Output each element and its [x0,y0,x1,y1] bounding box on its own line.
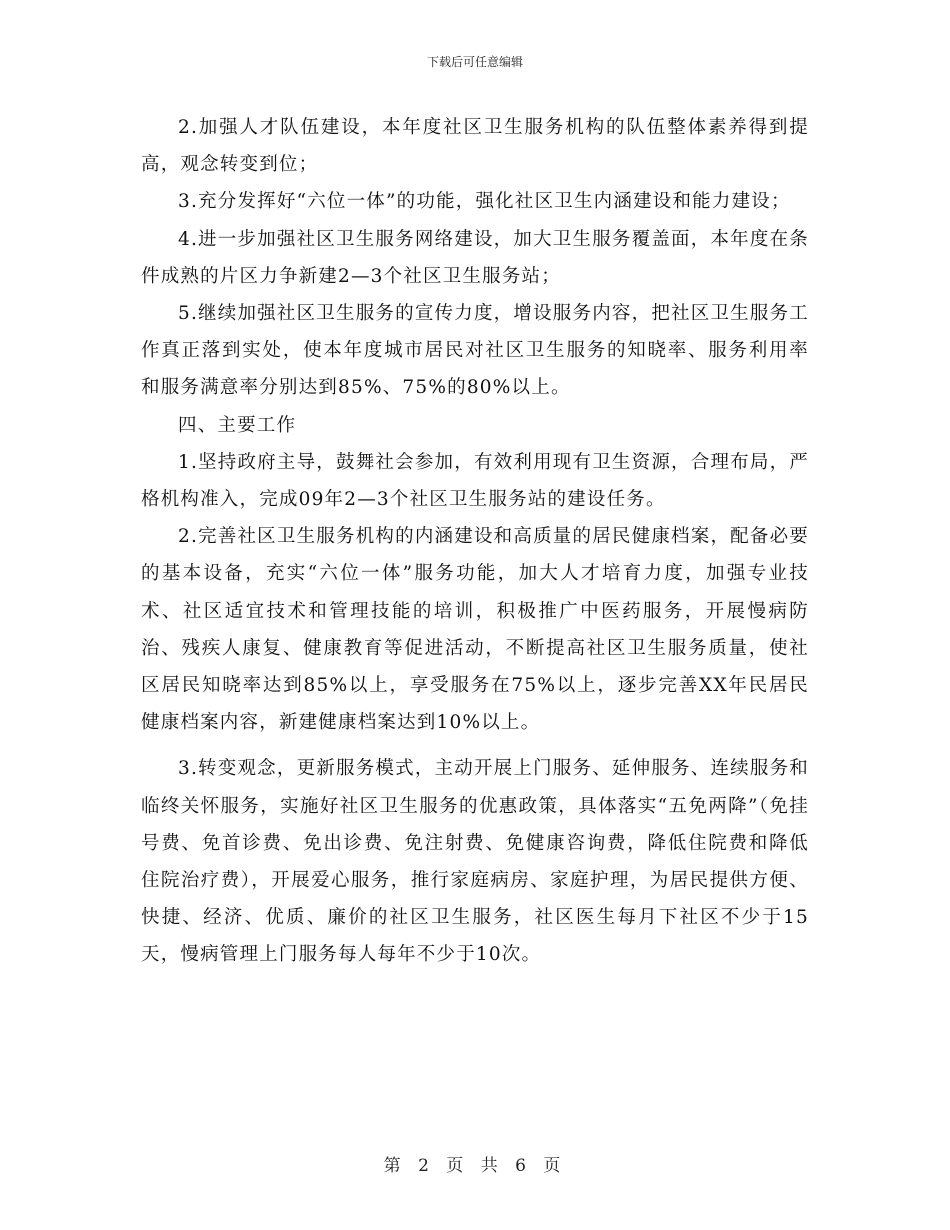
section-heading-main-work: 四、主要工作 [178,414,297,436]
paragraph-work-3: 3.转变观念，更新服务模式，主动开展上门服务、延伸服务、连续服务和临终关怀服务，实施好社区卫生服务的优惠政策，具体落实“五免两降”（免挂号费、免首诊费、免出诊费、免注射费、免健康咨询费，降低住院费和降低住院治疗费），开展爱心服务，推行家庭病房、家庭护理，为居民提供方便、快捷、经济、优质、廉价的社区卫生服务，社区医生每月下社区不少于15天，慢病管理上门服务每人每年不少于10次。 [141,758,809,966]
paragraph-work-1: 1.坚持政府主导，鼓舞社会参加，有效利用现有卫生资源，合理布局，严格机构准入，完成09年2—3个社区卫生服务站的建设任务。 [141,451,809,511]
page-number-footer: 第 2 页 共 6 页 [383,1156,567,1176]
paragraph-work-2: 2.完善社区卫生服务机构的内涵建设和高质量的居民健康档案，配备必要的基本设备，充实“六位一体”服务功能，加大人才培育力度，加强专业技术、社区适宜技术和管理技能的培训，积极推广中医药服务，开展慢病防治、残疾人康复、健康教育等促进活动，不断提高社区卫生服务质量，使社区居民知晓率达到85%以上，享受服务在75%以上，逐步完善XX年民居民健康档案内容，新建健康档案达到10%以上。 [141,526,809,734]
paragraph-goal-3: 3.充分发挥好“六位一体”的功能，强化社区卫生内涵建设和能力建设； [178,191,791,213]
page-header: 下载后可任意编辑 [426,55,523,69]
paragraph-goal-2: 2.加强人才队伍建设，本年度社区卫生服务机构的队伍整体素养得到提高，观念转变到位； [141,117,809,176]
paragraph-goal-5: 5.继续加强社区卫生服务的宣传力度，增设服务内容，把社区卫生服务工作真正落到实处，使本年度城市居民对社区卫生服务的知晓率、服务利用率和服务满意率分别达到85%、75%的80%以上。 [141,303,809,399]
paragraph-goal-4: 4.进一步加强社区卫生服务网络建设，加大卫生服务覆盖面，本年度在条件成熟的片区力争新建2—3个社区卫生服务站； [141,228,809,287]
document-body [141,109,809,974]
